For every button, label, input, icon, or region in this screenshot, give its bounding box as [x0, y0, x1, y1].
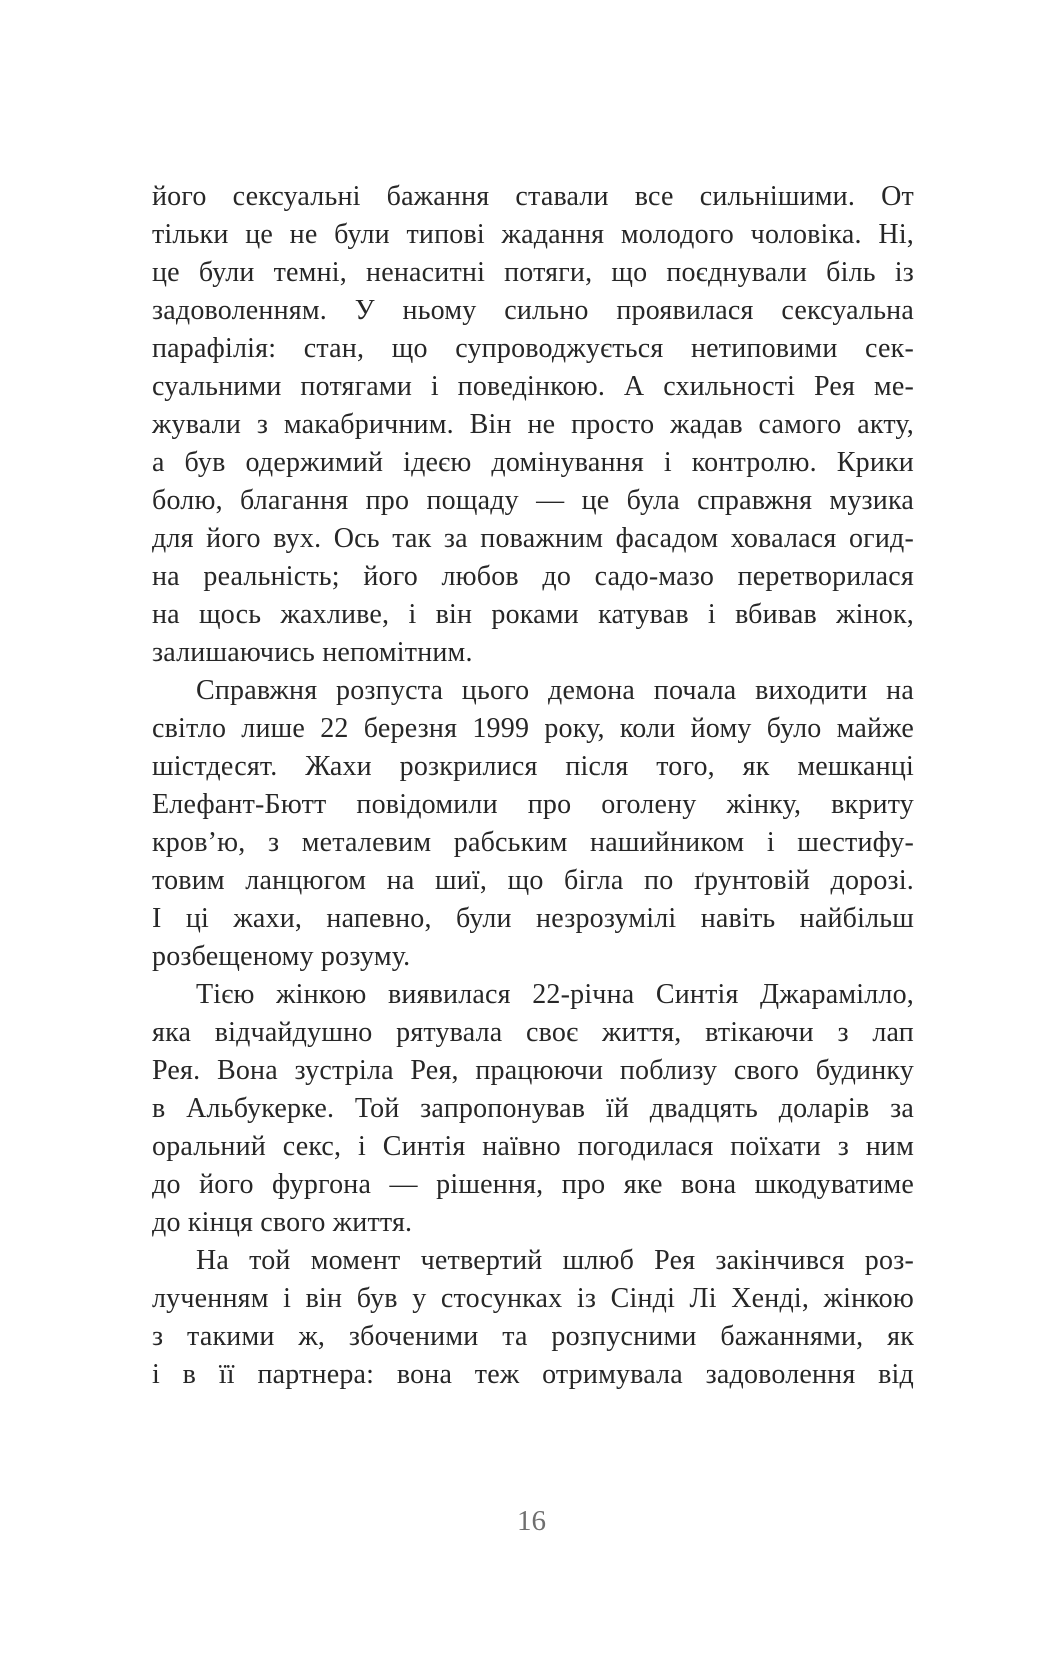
text-line: Тією жінкою виявилася 22-річна Синтія Джарамілло,	[196, 979, 914, 1010]
text-line: кров’ю, з металевим рабським нашийником і шестифу-	[152, 827, 914, 858]
text-line: болю, благання про пощаду — це була справжня музика	[152, 485, 914, 516]
text-line: до його фургона — рішення, про яке вона шкодуватиме	[152, 1169, 914, 1200]
text-line: жували з макабричним. Він не просто жадав самого акту,	[152, 409, 914, 440]
text-block	[152, 178, 914, 1394]
text-line: його сексуальні бажання ставали все сильнішими. От	[152, 181, 914, 212]
text-line: тільки це не були типові жадання молодого чоловіка. Ні,	[152, 219, 914, 250]
page-number: 16	[517, 1505, 546, 1537]
text-line: На той момент четвертий шлюб Рея закінчився роз-	[196, 1245, 914, 1276]
text-line: Елефант-Бютт повідомили про оголену жінку, вкриту	[152, 789, 914, 820]
text-line: на реальність; його любов до садо-мазо перетворилася	[152, 561, 914, 592]
text-line: товим ланцюгом на шиї, що бігла по ґрунтовій дорозі.	[152, 865, 914, 896]
text-line: а був одержимий ідеєю домінування і контролю. Крики	[152, 447, 914, 478]
text-line: Справжня розпуста цього демона почала виходити на	[196, 675, 914, 706]
text-line: І ці жахи, напевно, були незрозумілі навіть найбільш	[152, 903, 914, 934]
paragraph	[152, 672, 914, 976]
text-line: з такими ж, збоченими та розпусними бажаннями, як	[152, 1321, 914, 1352]
text-line: світло лише 22 березня 1999 року, коли йому було майже	[152, 713, 914, 744]
text-line: лученням і він був у стосунках із Сінді Лі Хенді, жінкою	[152, 1283, 914, 1314]
text-line: суальними потягами і поведінкою. А схильності Рея ме-	[152, 371, 914, 402]
paragraph	[152, 1242, 914, 1394]
text-line: для його вух. Ось так за поважним фасадом ховалася огид-	[152, 523, 914, 554]
text-line: парафілія: стан, що супроводжується нетиповими сек-	[152, 333, 914, 364]
text-line: до кінця свого життя.	[152, 1207, 413, 1238]
text-line: задоволенням. У ньому сильно проявилася сексуальна	[152, 295, 914, 326]
text-line: в Альбукерке. Той запропонував їй двадцять доларів за	[152, 1093, 914, 1124]
paragraph	[152, 976, 914, 1242]
text-line: оральний секс, і Синтія наївно погодилася поїхати з ним	[152, 1131, 914, 1162]
text-line: залишаючись непомітним.	[152, 637, 473, 668]
text-line: Рея. Вона зустріла Рея, працюючи поблизу свого будинку	[152, 1055, 914, 1086]
paragraph	[152, 178, 914, 672]
text-line: шістдесят. Жахи розкрилися після того, як мешканці	[152, 751, 914, 782]
text-line: і в її партнера: вона теж отримувала задоволення від	[152, 1359, 914, 1390]
text-line: розбещеному розуму.	[152, 941, 411, 972]
text-line: на щось жахливе, і він роками катував і вбивав жінок,	[152, 599, 914, 630]
text-line: яка відчайдушно рятувала своє життя, втікаючи з лап	[152, 1017, 914, 1048]
text-line: це були темні, ненаситні потяги, що поєднували біль із	[152, 257, 914, 288]
